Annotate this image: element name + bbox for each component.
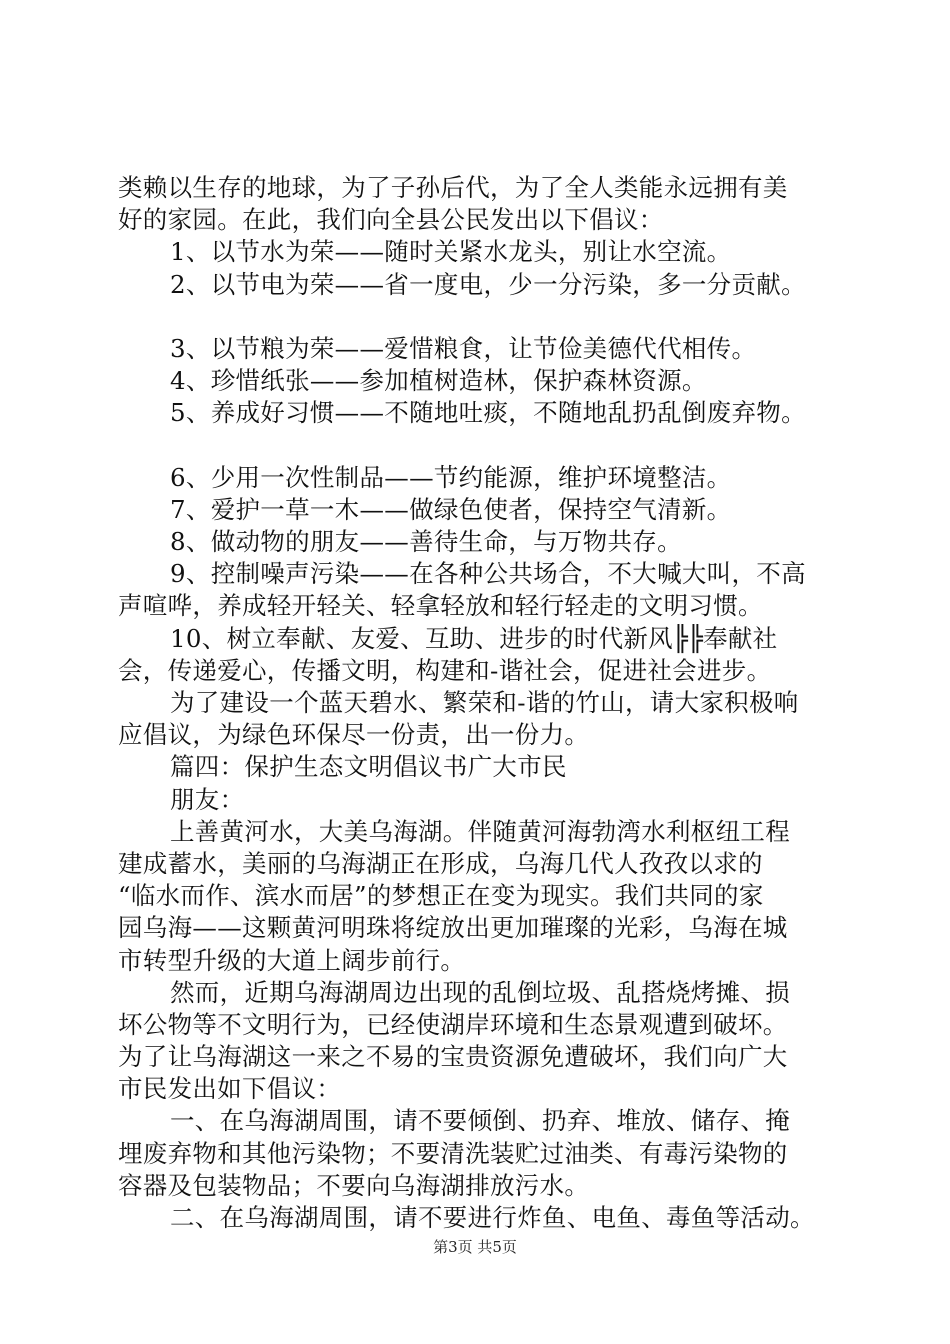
section-heading: 篇四：保护生态文明倡议书广大市民 — [170, 752, 567, 782]
text-line: 应倡议，为绿色环保尽一份责，出一份力。 — [118, 720, 590, 750]
list-item: 5、养成好习惯——不随地吐痰，不随地乱扔乱倒废弃物。 — [170, 398, 806, 428]
text-line: 建成蓄水，美丽的乌海湖正在形成，乌海几代人孜孜以求的 — [118, 848, 763, 878]
text-line: “临水而作、滨水而居”的梦想正在变为现实。我们共同的家 — [118, 881, 764, 911]
paragraph-start: 为了建设一个蓝天碧水、繁荣和-谐的竹山，请大家积极响 — [170, 688, 799, 717]
salutation: 朋友： — [170, 784, 245, 814]
list-item: 3、以节粮为荣——爱惜粮食，让节俭美德代代相传。 — [170, 333, 757, 363]
paragraph-start: 一、在乌海湖周围，请不要倾倒、扔弃、堆放、储存、掩 — [170, 1106, 790, 1136]
paragraph-start: 然而，近期乌海湖周边出现的乱倒垃圾、乱搭烧烤摊、损 — [170, 977, 790, 1007]
text-line: 埋废弃物和其他污染物；不要清洗装贮过油类、有毒污染物的 — [118, 1138, 788, 1168]
text-line: 类赖以生存的地球，为了子孙后代，为了全人类能永远拥有美 — [118, 173, 788, 202]
document-body — [118, 172, 840, 1234]
blank-line — [118, 301, 840, 333]
page-number: 第3页 共5页 — [433, 1238, 517, 1256]
text-line: 会，传递爱心，传播文明，构建和-谐社会，促进社会进步。 — [118, 655, 772, 685]
text-line: 声喧哗，养成轻开轻关、轻拿轻放和轻行轻走的文明习惯。 — [118, 591, 763, 621]
list-item: 10、树立奉献、友爱、互助、进步的时代新风╠╠奉献社 — [170, 623, 778, 653]
text-line: 容器及包装物品；不要向乌海湖排放污水。 — [118, 1170, 590, 1200]
paragraph-start: 上善黄河水，大美乌海湖。伴随黄河海勃湾水利枢纽工程 — [170, 816, 790, 846]
list-item: 7、爱护一草一木——做绿色使者，保持空气清新。 — [170, 494, 732, 524]
list-item: 4、珍惜纸张——参加植树造林，保护森林资源。 — [170, 366, 707, 396]
list-item: 8、做动物的朋友——善待生命，与万物共存。 — [170, 527, 682, 557]
blank-line — [118, 430, 840, 462]
list-item: 2、以节电为荣——省一度电，少一分污染，多一分贡献。 — [170, 269, 806, 299]
text-line: 好的家园。在此，我们向全县公民发出以下倡议： — [118, 205, 664, 235]
paragraph-start: 二、在乌海湖周围，请不要进行炸鱼、电鱼、毒鱼等活动。 — [170, 1203, 815, 1232]
text-line: 市民发出如下倡议： — [118, 1074, 342, 1104]
list-item: 9、控制噪声污染——在各种公共场合，不大喊大叫，不高 — [170, 559, 806, 589]
text-line: 市转型升级的大道上阔步前行。 — [118, 945, 466, 975]
list-item: 1、以节水为荣——随时关紧水龙头，别让水空流。 — [170, 237, 732, 267]
text-line: 园乌海——这颗黄河明珠将绽放出更加璀璨的光彩，乌海在城 — [118, 913, 788, 943]
page-footer — [0, 1237, 950, 1257]
list-item: 6、少用一次性制品——节约能源，维护环境整洁。 — [170, 462, 732, 492]
text-line: 为了让乌海湖这一来之不易的宝贵资源免遭破坏，我们向广大 — [118, 1042, 788, 1072]
text-line: 坏公物等不文明行为，已经使湖岸环境和生态景观遭到破坏。 — [118, 1009, 788, 1039]
